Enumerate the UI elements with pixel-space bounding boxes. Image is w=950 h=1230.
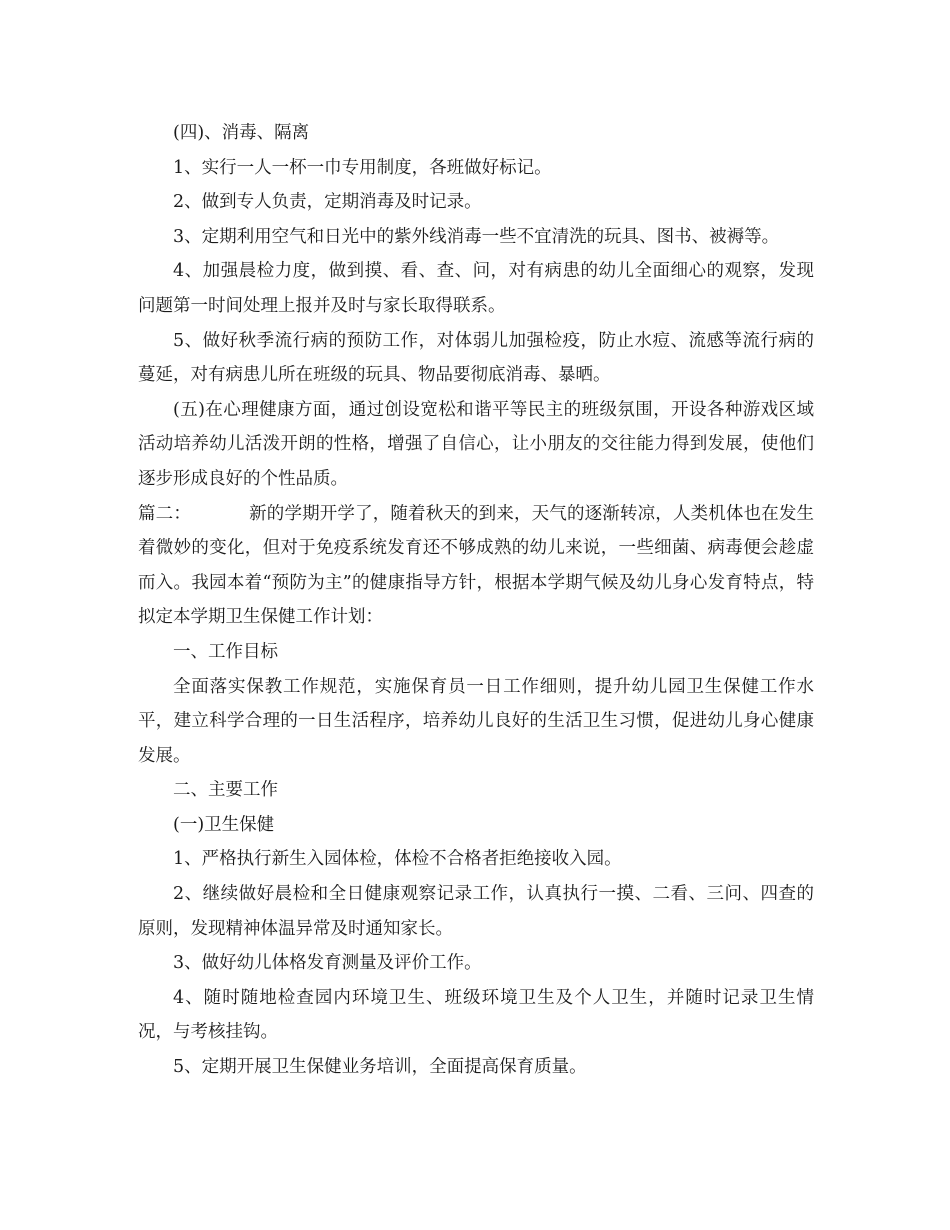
- section-five-paragraph: (五)在心理健康方面，通过创设宽松和谐平等民主的班级氛围，开设各种游戏区域活动培养幼儿活泼开朗的性格，增强了自信心，让小朋友的交往能力得到发展，使他们逐步形成良好的个性品质。: [138, 399, 814, 489]
- hygiene-item-2: 2、继续做好晨检和全日健康观察记录工作，认真执行一摸、二看、三问、四查的原则，发现精神体温异常及时通知家长。: [138, 884, 814, 939]
- section-four-item-3: 3、定期利用空气和日光中的紫外线消毒一些不宜清洗的玩具、图书、被褥等。: [173, 226, 780, 247]
- goal-heading: 一、工作目标: [173, 641, 278, 662]
- hygiene-item-1: 1、严格执行新生入园体检，体检不合格者拒绝接收入园。: [173, 849, 622, 870]
- hygiene-subheading: (一)卫生保健: [173, 814, 275, 835]
- goal-text: 全面落实保教工作规范，实施保育员一日工作细则，提升幼儿园卫生保健工作水平，建立科学合理的一日生活程序，培养幼儿良好的生活卫生习惯，促进幼儿身心健康发展。: [138, 676, 814, 766]
- section-four-item-2: 2、做到专人负责，定期消毒及时记录。: [173, 192, 482, 213]
- hygiene-item-3: 3、做好幼儿体格发育测量及评价工作。: [173, 953, 482, 974]
- document-page: [138, 116, 814, 1085]
- part-two-intro: 新的学期开学了，随着秋天的到来，天气的逐渐转凉，人类机体也在发生着微妙的变化，但对于免疫系统发育还不够成熟的幼儿来说，一些细菌、病毒便会趁虚而入。我园本着“预防为主”的健康指导方针，根据本学期气候及幼儿身心发育特点，特拟定本学期卫生保健工作计划：: [138, 503, 815, 628]
- section-four-item-4: 4、加强晨检力度，做到摸、看、查、问，对有病患的幼儿全面细心的观察，发现问题第一时间处理上报并及时与家长取得联系。: [138, 261, 814, 316]
- hygiene-item-4: 4、随时随地检查园内环境卫生、班级环境卫生及个人卫生，并随时记录卫生情况，与考核挂钩。: [138, 987, 814, 1043]
- hygiene-item-5: 5、定期开展卫生保健业务培训，全面提高保育质量。: [173, 1057, 587, 1078]
- part-two-intro-paragraph: [138, 497, 814, 635]
- main-work-heading: 二、主要工作: [173, 780, 278, 801]
- part-two-label: 篇二：: [138, 503, 191, 524]
- section-four-heading: (四)、消毒、隔离: [173, 123, 310, 143]
- section-four-item-5: 5、做好秋季流行病的预防工作，对体弱儿加强检疫，防止水痘、流感等流行病的蔓延，对有病患儿所在班级的玩具、物品要彻底消毒、暴晒。: [138, 330, 814, 386]
- section-four-item-1: 1、实行一人一杯一巾专用制度，各班做好标记。: [173, 157, 552, 178]
